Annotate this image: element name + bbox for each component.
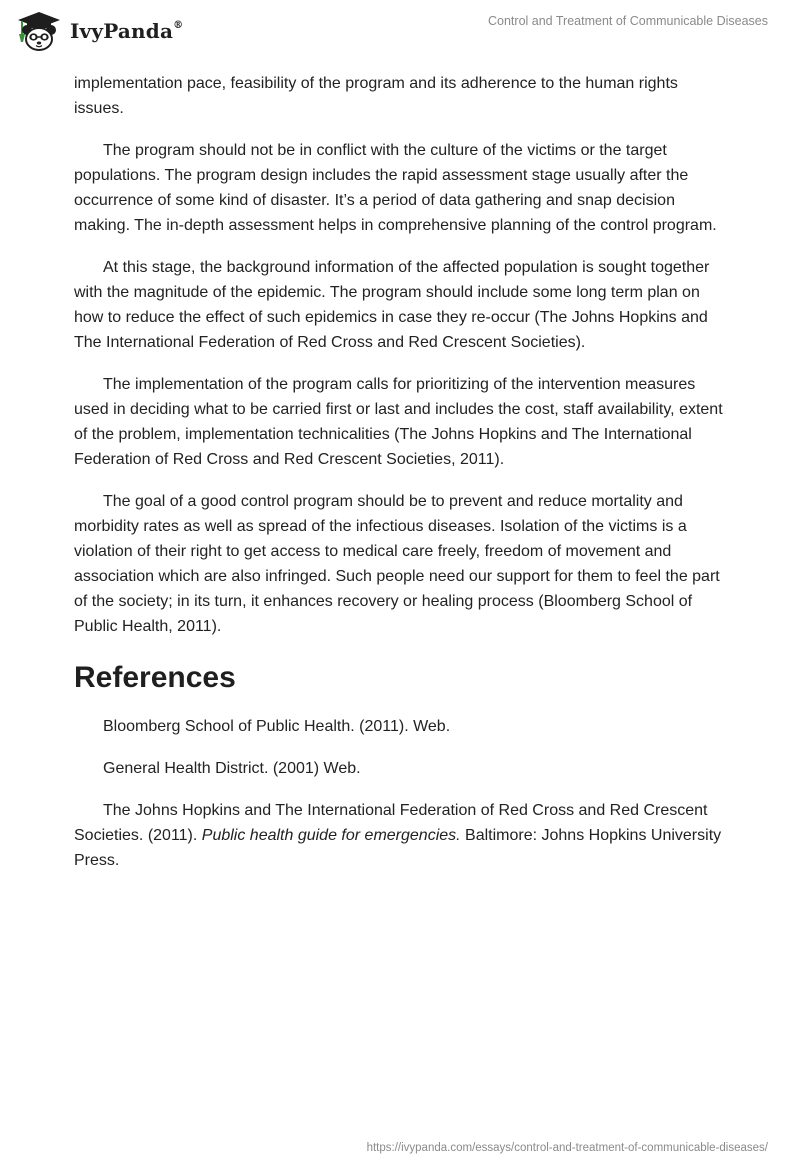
panda-graduate-icon	[14, 10, 64, 52]
brand-name: IvyPanda®	[70, 19, 184, 43]
reference-item	[74, 798, 726, 873]
paragraph: At this stage, the background information of the affected population is sought together with the magnitude of the epidemic. The program should include some long term plan on how to reduce the effect of such epidemics in case they re-occur (The Johns Hopkins and The International Federation of Red Cross and Red Crescent Societies).	[74, 259, 710, 351]
document-title: Control and Treatment of Communicable Diseases	[488, 14, 768, 28]
reference-title: Public health guide for emergencies.	[201, 827, 461, 844]
source-url[interactable]: https://ivypanda.com/essays/control-and-treatment-of-communicable-diseases/	[366, 1142, 768, 1154]
references-heading: References	[74, 661, 236, 694]
page-header	[0, 0, 800, 70]
paragraph: implementation pace, feasibility of the program and its adherence to the human rights issues.	[74, 75, 678, 117]
reference-publisher: Baltimore: Johns Hopkins University Press.	[74, 827, 722, 869]
brand-logo[interactable]	[14, 10, 183, 52]
reference-item: Bloomberg School of Public Health. (2011). Web.	[103, 718, 451, 735]
reference-authors: The Johns Hopkins and The International Federation of Red Cross and Red Crescent Societies. (2011).	[74, 802, 708, 844]
paragraph: The goal of a good control program should be to prevent and reduce mortality and morbidity rates as well as spread of the infectious diseases. Isolation of the victims is a violation of their right to get access to medical care freely, freedom of movement and association which are also infringed. Such people need our support for them to feel the part of the society; in its turn, it enhances recovery or healing process (Bloomberg School of Public Health, 2011).	[74, 493, 720, 635]
paragraph: The program should not be in conflict with the culture of the victims or the target populations. The program design includes the rapid assessment stage usually after the occurrence of some kind of disaster. It’s a period of data gathering and snap decision making. The in-depth assessment helps in comprehensive planning of the control program.	[74, 142, 717, 234]
paragraph: The implementation of the program calls for prioritizing of the intervention measures used in deciding what to be carried first or last and includes the cost, staff availability, extent of the problem, implementation technicalities (The Johns Hopkins and The International Federation of Red Cross and Red Crescent Societies, 2011).	[74, 376, 723, 468]
reference-item: General Health District. (2001) Web.	[103, 760, 361, 777]
essay-body	[74, 71, 726, 890]
